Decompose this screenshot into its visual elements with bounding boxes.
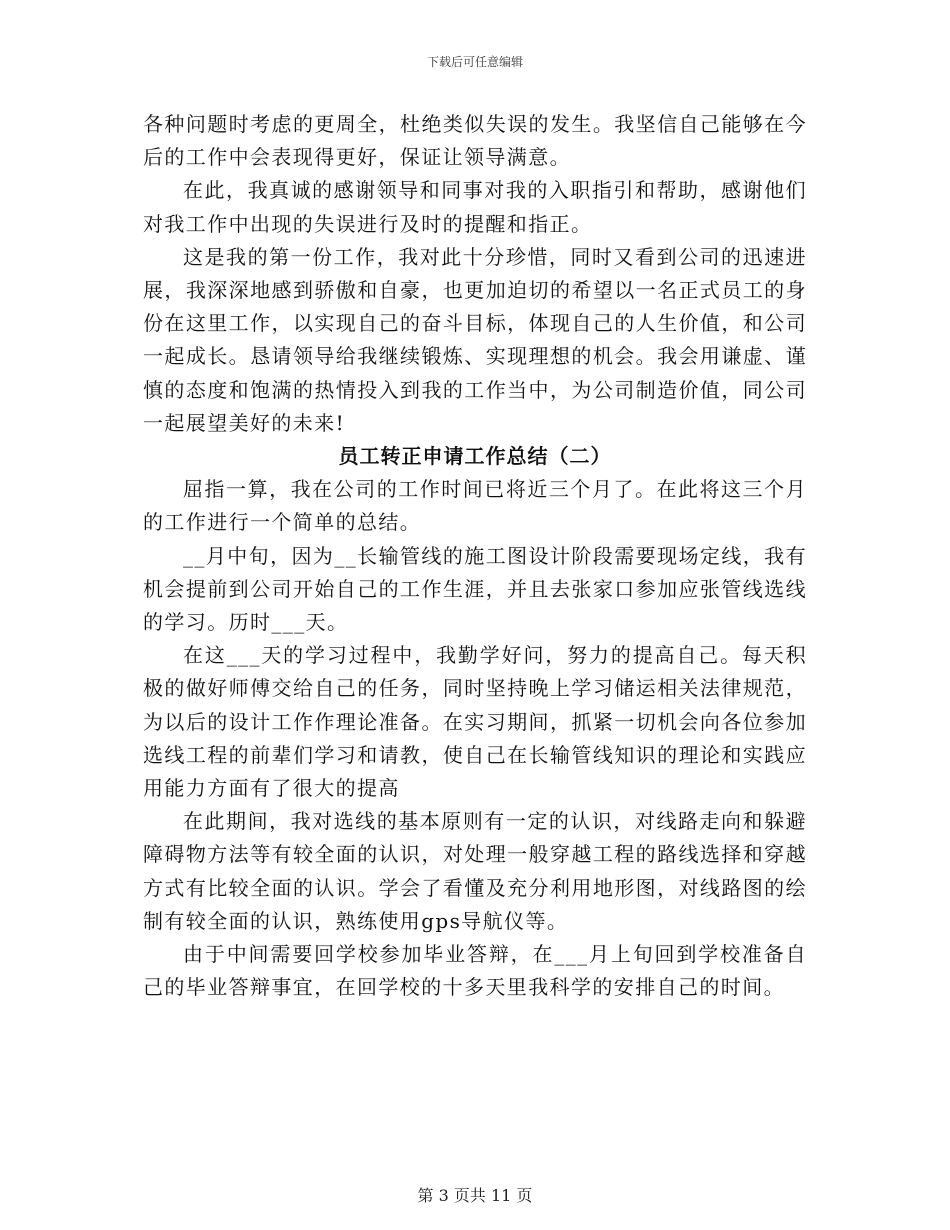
paragraph-thanks: 在此，我真诚的感谢领导和同事对我的入职指引和帮助，感谢他们对我工作中出现的失误进行及时的提醒和指正。 (143, 178, 807, 236)
paragraph-route-selection: __月中旬，因为__长输管线的施工图设计阶段需要现场定线，我有机会提前到公司开始自己的工作生涯，并且去张家口参加应张管线选线的学习。历时___天。 (143, 543, 807, 635)
paragraph-first-job: 这是我的第一份工作，我对此十分珍惜，同时又看到公司的迅速进展，我深深地感到骄傲和自豪，也更加迫切的希望以一名正式员工的身份在这里工作，以实现自己的奋斗目标，体现自己的人生价值，和公司一起成长。恳请领导给我继续锻炼、实现理想的机会。我会用谦虚、谨慎的态度和饱满的热情投入到我的工作当中，为公司制造价值，同公司一起展望美好的未来! (143, 244, 807, 435)
paragraph-learning: 在这___天的学习过程中，我勤学好问，努力的提高自己。每天积极的做好师傅交给自己的任务，同时坚持晚上学习储运相关法律规范，为以后的设计工作作理论准备。在实习期间，抓紧一切机会向各位参加选线工程的前辈们学习和请教，使自己在长输管线知识的理论和实践应用能力方面有了很大的提高 (143, 643, 807, 801)
paragraph-intro: 屈指一算，我在公司的工作时间已将近三个月了。在此将这三个月的工作进行一个简单的总结。 (143, 477, 807, 535)
paragraph-understanding: 在此期间，我对选线的基本原则有一定的认识，对线路走向和躲避障碍物方法等有较全面的认识，对处理一般穿越工程的路线选择和穿越方式有比较全面的认识。学会了看懂及充分利用地形图，对线路图的绘制有较全面的认识，熟练使用gps导航仪等。 (143, 809, 807, 933)
section-heading: 员工转正申请工作总结（二） (338, 444, 612, 469)
page-header: 下载后可任意编辑 (426, 55, 523, 69)
paragraph-continuation: 各种问题时考虑的更周全，杜绝类似失误的发生。我坚信自己能够在今后的工作中会表现得更好，保证让领导满意。 (143, 112, 807, 170)
paragraph-graduation: 由于中间需要回学校参加毕业答辩，在___月上旬回到学校准备自己的毕业答辩事宜，在回学校的十多天里我科学的安排自己的时间。 (143, 942, 807, 1000)
document-body (143, 108, 807, 1004)
page-footer: 第 3 页共 11 页 (417, 1186, 533, 1205)
